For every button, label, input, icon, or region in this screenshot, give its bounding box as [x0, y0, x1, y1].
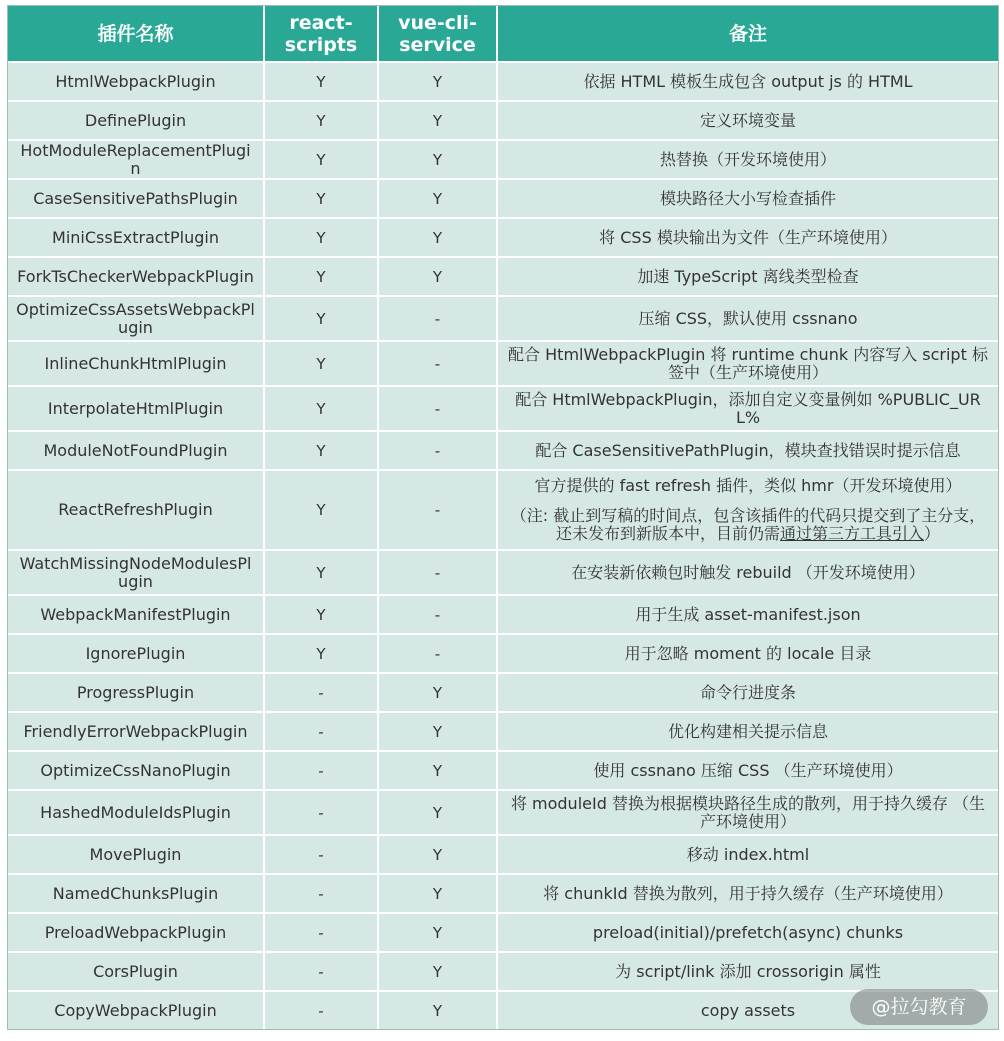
vue-support-cell: Y: [378, 712, 497, 751]
react-support-cell: Y: [264, 634, 378, 673]
plugin-name-cell: PreloadWebpackPlugin: [8, 913, 264, 952]
vue-support-cell: Y: [378, 991, 497, 1029]
react-support-cell: -: [264, 991, 378, 1029]
vue-support-cell: Y: [378, 101, 497, 140]
react-support-cell: Y: [264, 101, 378, 140]
table-row: [8, 874, 998, 913]
table-row: [8, 790, 998, 835]
plugin-name-cell: CorsPlugin: [8, 952, 264, 991]
vue-support-cell: Y: [378, 835, 497, 874]
plugin-name-cell: ProgressPlugin: [8, 673, 264, 712]
react-support-cell: -: [264, 874, 378, 913]
note-cell: 用于生成 asset-manifest.json: [497, 595, 998, 634]
vue-support-cell: Y: [378, 874, 497, 913]
note-cell: 将 moduleId 替换为根据模块路径生成的散列，用于持久缓存 （生产环境使用）: [497, 790, 998, 835]
plugin-name-cell: IgnorePlugin: [8, 634, 264, 673]
note-cell: 移动 index.html: [497, 835, 998, 874]
plugin-name-cell: OptimizeCssAssetsWebpackPlugin: [8, 296, 264, 341]
plugin-name-cell: DefinePlugin: [8, 101, 264, 140]
plugin-table-container: [7, 5, 999, 1030]
vue-support-cell: Y: [378, 218, 497, 257]
react-support-cell: Y: [264, 341, 378, 386]
react-support-cell: Y: [264, 386, 378, 431]
plugin-name-cell: InlineChunkHtmlPlugin: [8, 341, 264, 386]
react-support-cell: -: [264, 673, 378, 712]
vue-support-cell: Y: [378, 751, 497, 790]
vue-support-cell: Y: [378, 952, 497, 991]
react-support-cell: Y: [264, 550, 378, 595]
note-remark: （注: 截止到写稿的时间点，包含该插件的代码只提交到了主分支，还未发布到新版本中，目前仍需: [510, 506, 986, 543]
note-cell: 热替换（开发环境使用）: [497, 140, 998, 179]
note-cell: 为 script/link 添加 crossorigin 属性: [497, 952, 998, 991]
table-row: [8, 913, 998, 952]
note-cell: preload(initial)/prefetch(async) chunks: [497, 913, 998, 952]
plugin-name-cell: WatchMissingNodeModulesPlugin: [8, 550, 264, 595]
react-support-cell: -: [264, 790, 378, 835]
react-support-cell: -: [264, 712, 378, 751]
table-row: [8, 218, 998, 257]
vue-support-cell: Y: [378, 179, 497, 218]
note-cell: 用于忽略 moment 的 locale 目录: [497, 634, 998, 673]
react-support-cell: Y: [264, 62, 378, 101]
note-cell: 压缩 CSS，默认使用 cssnano: [497, 296, 998, 341]
table-row: [8, 634, 998, 673]
note-cell: 配合 HtmlWebpackPlugin，添加自定义变量例如 %PUBLIC_URL%: [497, 386, 998, 431]
note-cell: 在安装新依赖包时触发 rebuild （开发环境使用）: [497, 550, 998, 595]
table-row: [8, 296, 998, 341]
react-support-cell: -: [264, 751, 378, 790]
plugin-name-cell: CopyWebpackPlugin: [8, 991, 264, 1029]
plugin-name-cell: MiniCssExtractPlugin: [8, 218, 264, 257]
table-row: [8, 101, 998, 140]
vue-support-cell: -: [378, 634, 497, 673]
vue-support-cell: Y: [378, 913, 497, 952]
note-remark-end: ）: [924, 524, 941, 543]
react-support-cell: Y: [264, 218, 378, 257]
plugin-name-cell: HtmlWebpackPlugin: [8, 62, 264, 101]
header-notes: 备注: [497, 6, 998, 62]
react-support-cell: Y: [264, 296, 378, 341]
note-cell: 使用 cssnano 压缩 CSS （生产环境使用）: [497, 751, 998, 790]
table-row: [8, 62, 998, 101]
vue-support-cell: Y: [378, 673, 497, 712]
plugin-comparison-table: [8, 6, 998, 1029]
note-cell: 将 chunkId 替换为散列，用于持久缓存（生产环境使用）: [497, 874, 998, 913]
note-cell: 优化构建相关提示信息: [497, 712, 998, 751]
react-support-cell: -: [264, 913, 378, 952]
table-row: [8, 751, 998, 790]
plugin-name-cell: InterpolateHtmlPlugin: [8, 386, 264, 431]
react-support-cell: Y: [264, 470, 378, 550]
plugin-name-cell: MovePlugin: [8, 835, 264, 874]
vue-support-cell: Y: [378, 790, 497, 835]
table-row: [8, 179, 998, 218]
note-cell: 定义环境变量: [497, 101, 998, 140]
vue-support-cell: -: [378, 550, 497, 595]
plugin-name-cell: ModuleNotFoundPlugin: [8, 431, 264, 470]
table-row: [8, 431, 998, 470]
note-cell: 将 CSS 模块输出为文件（生产环境使用）: [497, 218, 998, 257]
table-row: [8, 257, 998, 296]
note-cell: 配合 HtmlWebpackPlugin 将 runtime chunk 内容写入 script 标签中（生产环境使用）: [497, 341, 998, 386]
react-support-cell: Y: [264, 431, 378, 470]
react-support-cell: Y: [264, 595, 378, 634]
table-row: [8, 835, 998, 874]
plugin-name-cell: CaseSensitivePathsPlugin: [8, 179, 264, 218]
table-row: [8, 470, 998, 550]
react-support-cell: -: [264, 835, 378, 874]
note-cell: 配合 CaseSensitivePathPlugin，模块查找错误时提示信息: [497, 431, 998, 470]
vue-support-cell: Y: [378, 140, 497, 179]
vue-support-cell: -: [378, 296, 497, 341]
header-react-scripts: react-scripts: [264, 6, 378, 62]
plugin-name-cell: HotModuleReplacementPlugin: [8, 140, 264, 179]
header-plugin-name: 插件名称: [8, 6, 264, 62]
note-cell: copy assets: [497, 991, 998, 1029]
note-cell: 模块路径大小写检查插件: [497, 179, 998, 218]
note-cell: 依据 HTML 模板生成包含 output js 的 HTML: [497, 62, 998, 101]
vue-support-cell: -: [378, 595, 497, 634]
table-row: [8, 550, 998, 595]
table-row: [8, 952, 998, 991]
table-row: [8, 595, 998, 634]
note-cell: 加速 TypeScript 离线类型检查: [497, 257, 998, 296]
plugin-name-cell: FriendlyErrorWebpackPlugin: [8, 712, 264, 751]
plugin-name-cell: NamedChunksPlugin: [8, 874, 264, 913]
vue-support-cell: Y: [378, 62, 497, 101]
vue-support-cell: -: [378, 386, 497, 431]
note-remark-link-text: 通过第三方工具引入: [779, 524, 924, 543]
vue-support-cell: -: [378, 470, 497, 550]
react-support-cell: Y: [264, 257, 378, 296]
header-vue-cli-service: vue-cli-service: [378, 6, 497, 62]
react-support-cell: Y: [264, 140, 378, 179]
note-cell: [497, 470, 998, 550]
plugin-name-cell: WebpackManifestPlugin: [8, 595, 264, 634]
note-cell: 命令行进度条: [497, 673, 998, 712]
table-header-row: [8, 6, 998, 62]
vue-support-cell: Y: [378, 257, 497, 296]
watermark-badge: @拉勾教育: [850, 989, 988, 1025]
react-support-cell: -: [264, 952, 378, 991]
table-row: [8, 140, 998, 179]
table-row: [8, 712, 998, 751]
react-support-cell: Y: [264, 179, 378, 218]
plugin-name-cell: HashedModuleIdsPlugin: [8, 790, 264, 835]
table-row: [8, 386, 998, 431]
table-row: [8, 673, 998, 712]
vue-support-cell: -: [378, 341, 497, 386]
plugin-name-cell: OptimizeCssNanoPlugin: [8, 751, 264, 790]
plugin-name-cell: ReactRefreshPlugin: [8, 470, 264, 550]
vue-support-cell: -: [378, 431, 497, 470]
plugin-name-cell: ForkTsCheckerWebpackPlugin: [8, 257, 264, 296]
table-row: [8, 341, 998, 386]
note-line: 官方提供的 fast refresh 插件，类似 hmr（开发环境使用）: [534, 476, 962, 495]
